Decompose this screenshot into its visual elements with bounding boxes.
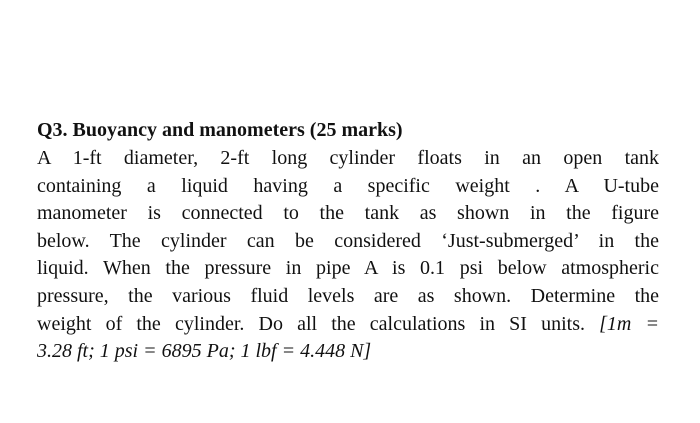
question-block xyxy=(37,118,659,366)
question-line: below. The cylinder can be considered ‘Just-submerged’ in the xyxy=(37,229,659,252)
question-line: containing a liquid having a specific weight . A U-tube xyxy=(37,174,659,197)
question-line-text: weight of the cylinder. Do all the calculations in SI units. xyxy=(37,312,585,335)
question-line: pressure, the various fluid levels are as shown. Determine the xyxy=(37,284,659,307)
question-line xyxy=(37,311,659,339)
question-line: A 1-ft diameter, 2-ft long cylinder floats in an open tank xyxy=(37,147,659,169)
conversion-note-start: [1m = xyxy=(599,312,659,335)
question-line: manometer is connected to the tank as shown in the figure xyxy=(37,202,659,225)
conversion-note-end: 3.28 ft; 1 psi = 6895 Pa; 1 lbf = 4.448 N] xyxy=(37,340,372,363)
question-line: liquid. When the pressure in pipe A is 0.1 psi below atmospheric xyxy=(37,257,659,280)
question-title: Q3. Buoyancy and manometers (25 marks) xyxy=(37,119,403,141)
